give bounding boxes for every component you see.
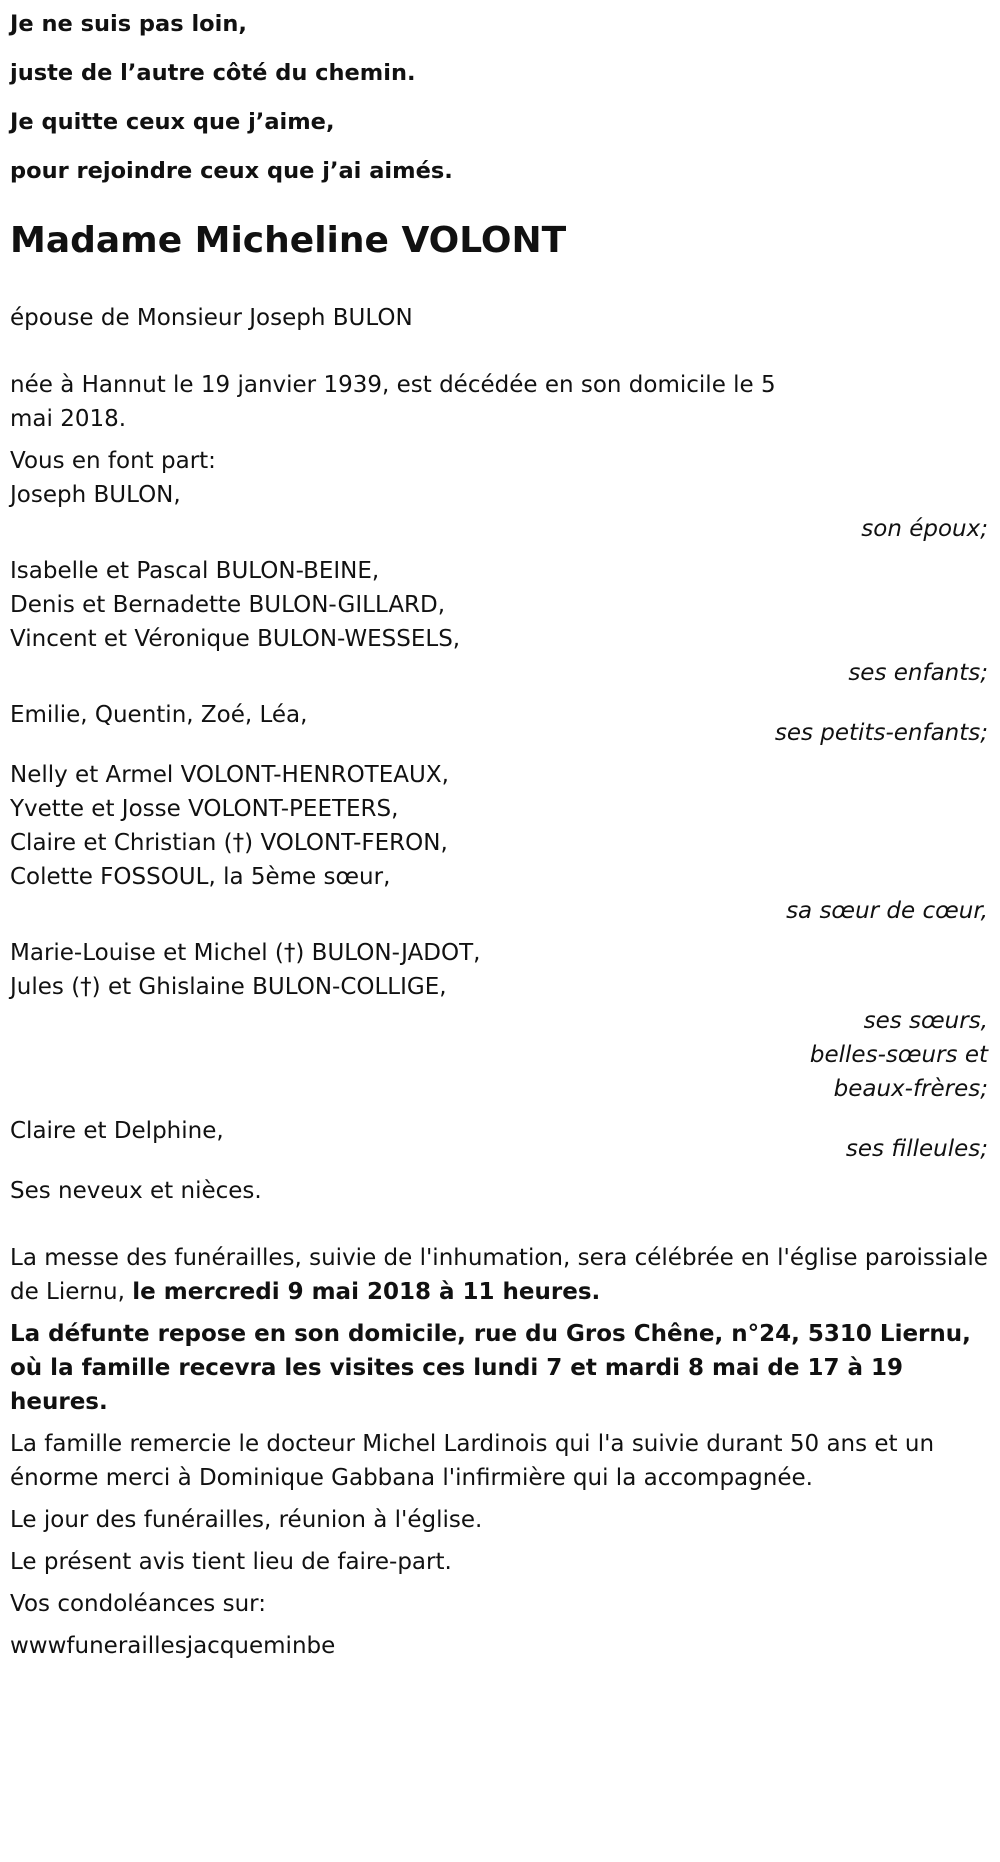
poem-line: Je quitte ceux que j’aime, [10, 109, 335, 135]
family-group [10, 478, 998, 546]
nephews-line: Ses neveux et nièces. [10, 1178, 262, 1204]
deceased-name: Madame Micheline VOLONT [10, 220, 567, 261]
family-name: Isabelle et Pascal BULON-BEINE, [10, 558, 380, 584]
reunion-line: Le jour des funérailles, réunion à l'église. [10, 1507, 483, 1533]
poem-line: juste de l’autre côté du chemin. [10, 60, 416, 86]
family-name: Colette FOSSOUL, la 5ème sœur, [10, 864, 391, 890]
family-role: ses petits-enfants; [774, 720, 988, 746]
family-name: Yvette et Josse VOLONT-PEETERS, [10, 796, 399, 822]
family-name: Vincent et Véronique BULON-WESSELS, [10, 626, 461, 652]
website-link[interactable]: wwwfuneraillesjacqueminbe [10, 1633, 336, 1659]
family-name: Claire et Delphine, [10, 1118, 224, 1144]
family-name: Marie-Louise et Michel (†) BULON-JADOT, [10, 940, 481, 966]
family-role: beaux-frères; [833, 1076, 988, 1102]
family-role: sa sœur de cœur, [786, 898, 988, 924]
family-role: ses enfants; [848, 660, 988, 686]
family-role: ses filleules; [845, 1136, 988, 1162]
condolences-label: Vos condoléances sur: [10, 1591, 266, 1617]
family-name: Joseph BULON, [10, 482, 181, 508]
family-role: ses sœurs, [863, 1008, 988, 1034]
mass-text: La messe des funérailles, suivie de l'inhumation, sera célébrée en l'église paroissiale de Liernu, [10, 1245, 988, 1305]
family-name: Jules (†) et Ghislaine BULON-COLLIGE, [10, 974, 447, 1000]
mass-paragraph [10, 1241, 990, 1309]
family-group [10, 698, 998, 750]
intro-line: Vous en font part: [10, 448, 216, 474]
spouse-line: épouse de Monsieur Joseph BULON [10, 305, 413, 331]
family-group [10, 1114, 998, 1166]
poem-line: pour rejoindre ceux que j’ai aimés. [10, 158, 453, 184]
family-group [10, 936, 998, 1106]
family-role: son époux; [861, 516, 988, 542]
repose-paragraph: La défunte repose en son domicile, rue du Gros Chêne, n°24, 5310 Liernu, où la famille recevra les visites ces lundi 7 et mardi 8 mai de 17 à 19 heures. [10, 1321, 971, 1415]
notice-line: Le présent avis tient lieu de faire-part. [10, 1549, 452, 1575]
family-group [10, 554, 998, 690]
family-group [10, 758, 998, 928]
family-name: Emilie, Quentin, Zoé, Léa, [10, 702, 308, 728]
mass-date: le mercredi 9 mai 2018 à 11 heures. [132, 1279, 601, 1305]
poem-line: Je ne suis pas loin, [10, 11, 247, 37]
family-role: belles-sœurs et [809, 1042, 988, 1068]
thanks-paragraph: La famille remercie le docteur Michel Lardinois qui l'a suivie durant 50 ans et un énorme merci à Dominique Gabbana l'infirmière qui la accompagnée. [10, 1431, 935, 1491]
family-name: Claire et Christian (†) VOLONT-FERON, [10, 830, 448, 856]
poem [10, 0, 990, 196]
family-name: Nelly et Armel VOLONT-HENROTEAUX, [10, 762, 449, 788]
family-name: Denis et Bernadette BULON-GILLARD, [10, 592, 446, 618]
birth-death-line: née à Hannut le 19 janvier 1939, est décédée en son domicile le 5 mai 2018. [10, 372, 776, 432]
